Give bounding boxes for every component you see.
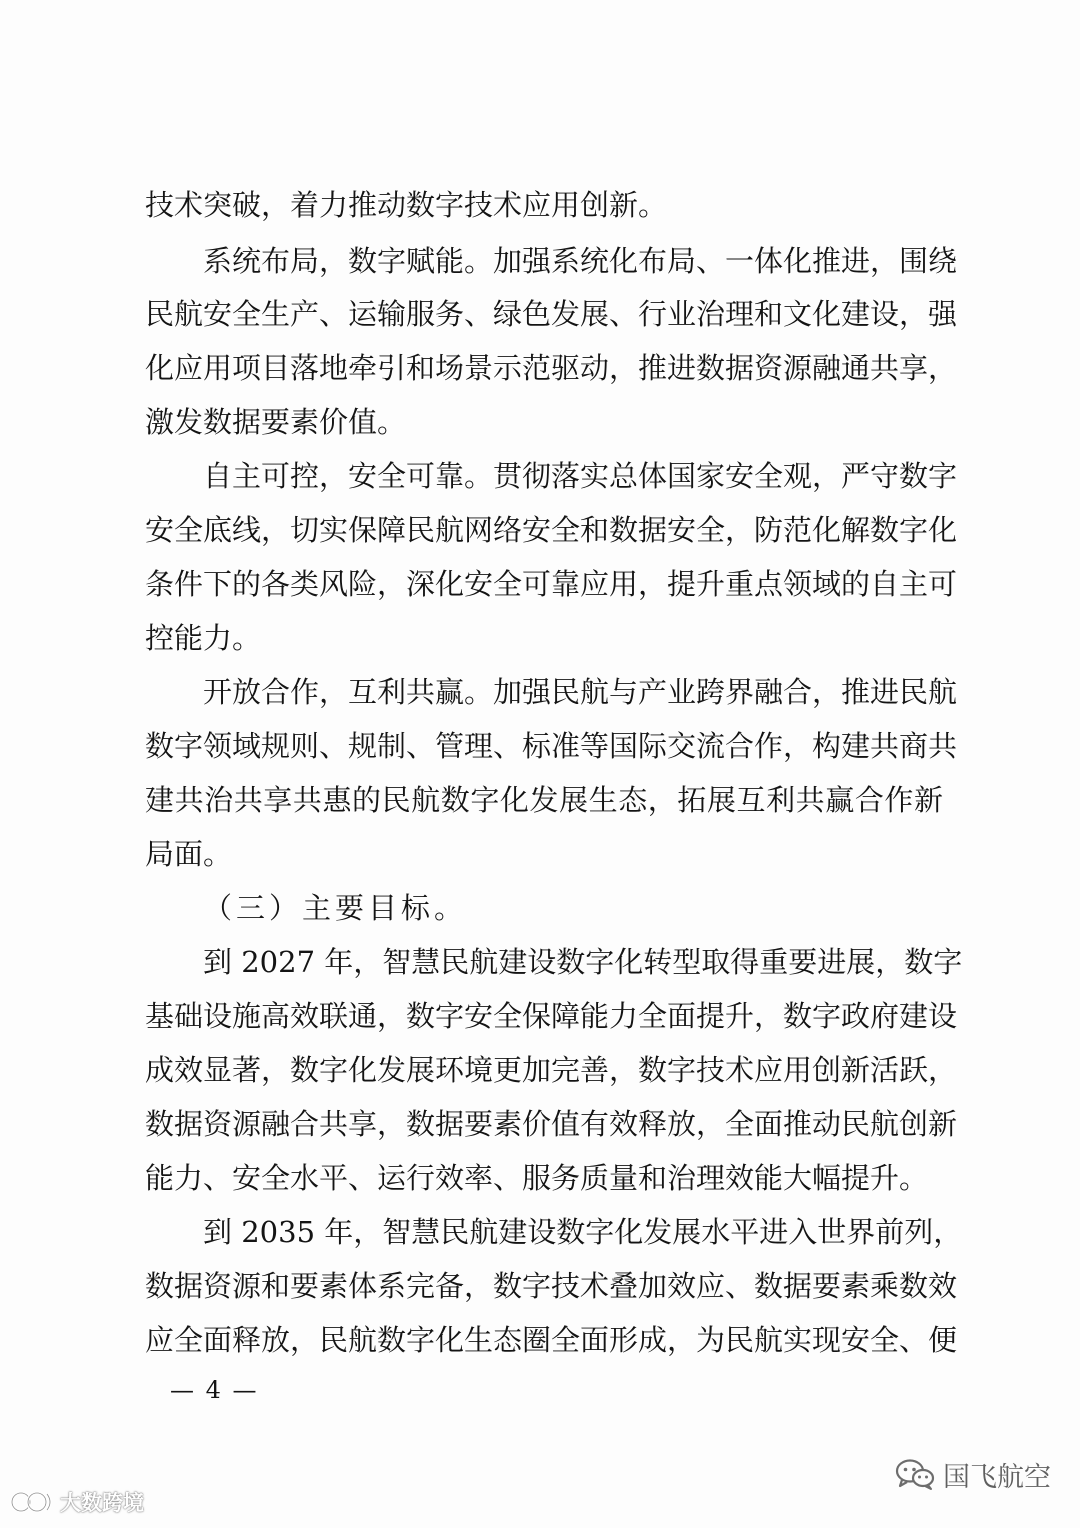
text-line: 成效显著，数字化发展环境更加完善，数字技术应用创新活跃， [145, 1053, 958, 1087]
text-line: 局面。 [145, 837, 233, 871]
watermark-right-text: 国飞航空 [943, 1461, 1051, 1493]
text-line: 数据资源和要素体系完备，数字技术叠加效应、数据要素乘数效 [145, 1269, 958, 1303]
text-line: 民航安全生产、运输服务、绿色发展、行业治理和文化建设，强 [145, 297, 958, 331]
watermark-left-text: 大数跨境 [60, 1491, 144, 1515]
paragraph-start-line: 到 2027 年，智慧民航建设数字化转型取得重要进展，数字 [203, 945, 963, 979]
watermark-wechat-account [895, 1454, 1051, 1494]
text-line: 控能力。 [145, 621, 262, 655]
paragraph-start-line: 到 2035 年，智慧民航建设数字化发展水平进入世界前列， [203, 1215, 963, 1249]
text-line: 基础设施高效联通，数字安全保障能力全面提升，数字政府建设 [145, 999, 958, 1033]
text-line: 应全面释放，民航数字化生态圈全面形成，为民航实现安全、便 [145, 1323, 958, 1357]
paragraph-start-line: 系统布局，数字赋能。加强系统化布局、一体化推进，围绕 [203, 244, 958, 278]
page-number: — 4 — [170, 1376, 259, 1404]
brand-logo-icon [10, 1488, 54, 1516]
text-line: 能力、安全水平、运行效率、服务质量和治理效能大幅提升。 [145, 1161, 929, 1195]
wechat-icon [895, 1458, 935, 1490]
text-line: 激发数据要素价值。 [145, 405, 407, 439]
text-line: 建共治共享共惠的民航数字化发展生态，拓展互利共赢合作新 [145, 783, 943, 817]
text-line: 化应用项目落地牵引和场景示范驱动，推进数据资源融通共享， [145, 351, 958, 385]
paragraph-start-line: 自主可控，安全可靠。贯彻落实总体国家安全观，严守数字 [203, 459, 958, 493]
text-line: 安全底线，切实保障民航网络安全和数据安全，防范化解数字化 [145, 513, 958, 547]
watermark-brand [10, 1487, 144, 1517]
text-line: 数据资源融合共享，数据要素价值有效释放，全面推动民航创新 [145, 1107, 958, 1141]
paragraph-start-line: 开放合作，互利共赢。加强民航与产业跨界融合，推进民航 [203, 675, 958, 709]
text-line: 技术突破，着力推动数字技术应用创新。 [145, 188, 668, 222]
text-line: 数字领域规则、规制、管理、标准等国际交流合作，构建共商共 [145, 729, 958, 763]
section-heading: （三）主要目标。 [203, 891, 468, 925]
text-line: 条件下的各类风险，深化安全可靠应用，提升重点领域的自主可 [145, 567, 958, 601]
